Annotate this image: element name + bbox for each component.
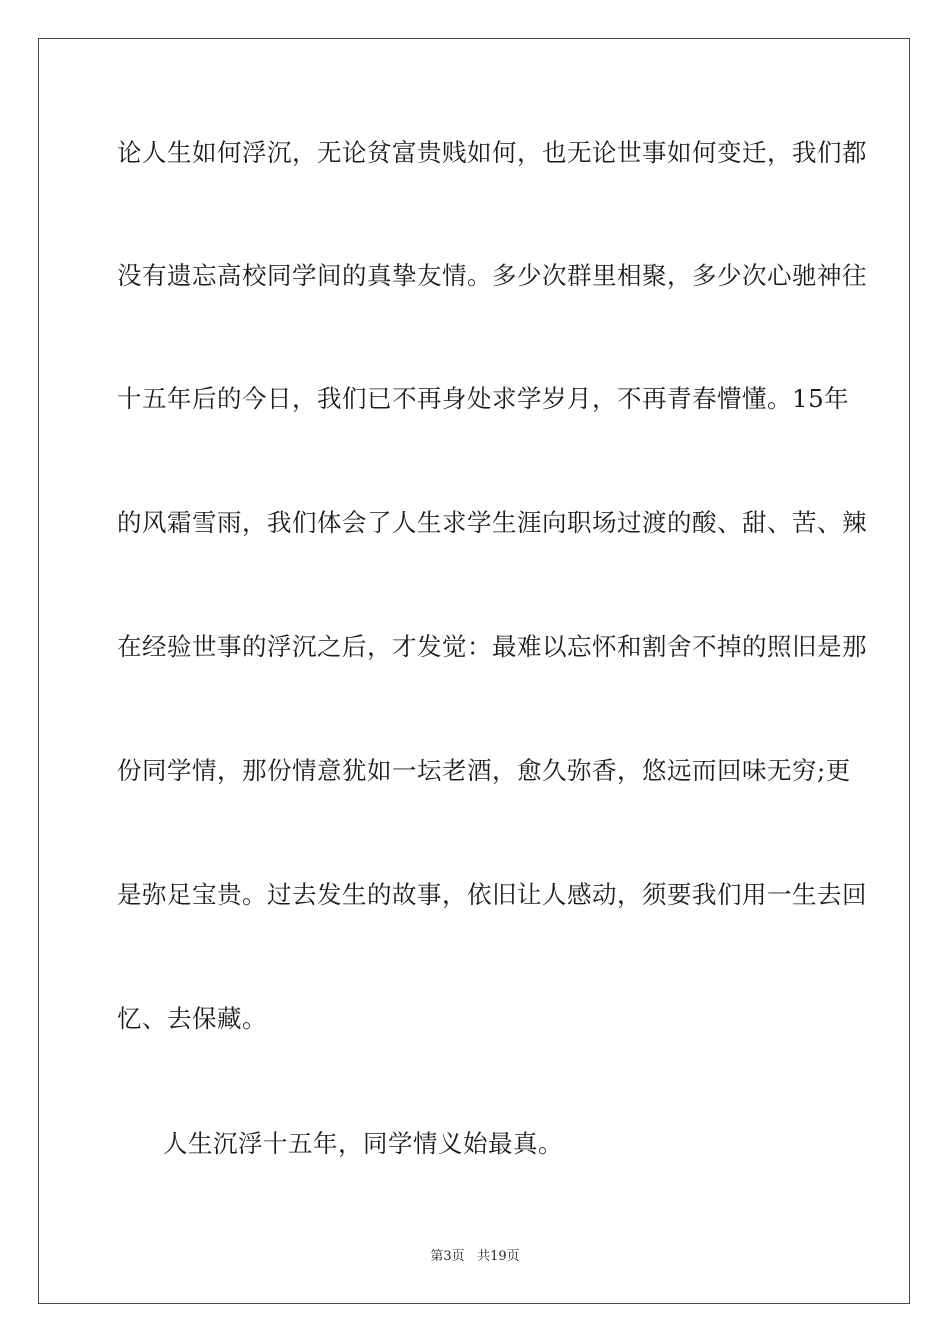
paragraph-line: 十五年后的今日，我们已不再身处求学岁月，不再青春懵懂。15年	[117, 384, 850, 413]
paragraph-line: 是弥足宝贵。过去发生的故事，依旧让人感动，须要我们用一生去回	[117, 880, 867, 909]
page-number: 第3页	[430, 1249, 465, 1264]
paragraph-line: 忆、去保藏。	[117, 1004, 267, 1033]
paragraph-line: 论人生如何浮沉，无论贫富贵贱如何，也无论世事如何变迁，我们都	[117, 138, 867, 167]
page-border	[38, 38, 910, 1304]
paragraph-line: 在经验世事的浮沉之后，才发觉：最难以忘怀和割舍不掉的照旧是那	[117, 632, 867, 661]
paragraph-line: 人生沉浮十五年，同学情义始最真。	[163, 1129, 563, 1158]
page-footer	[0, 1248, 950, 1266]
paragraph-line: 没有遗忘高校同学间的真挚友情。多少次群里相聚，多少次心驰神往	[117, 261, 867, 290]
paragraph-line: 的风霜雪雨，我们体会了人生求学生涯向职场过渡的酸、甜、苦、辣	[117, 508, 867, 537]
paragraph-line: 份同学情，那份情意犹如一坛老酒，愈久弥香，悠远而回味无穷;更	[117, 756, 851, 785]
page-total: 共19页	[477, 1249, 520, 1264]
